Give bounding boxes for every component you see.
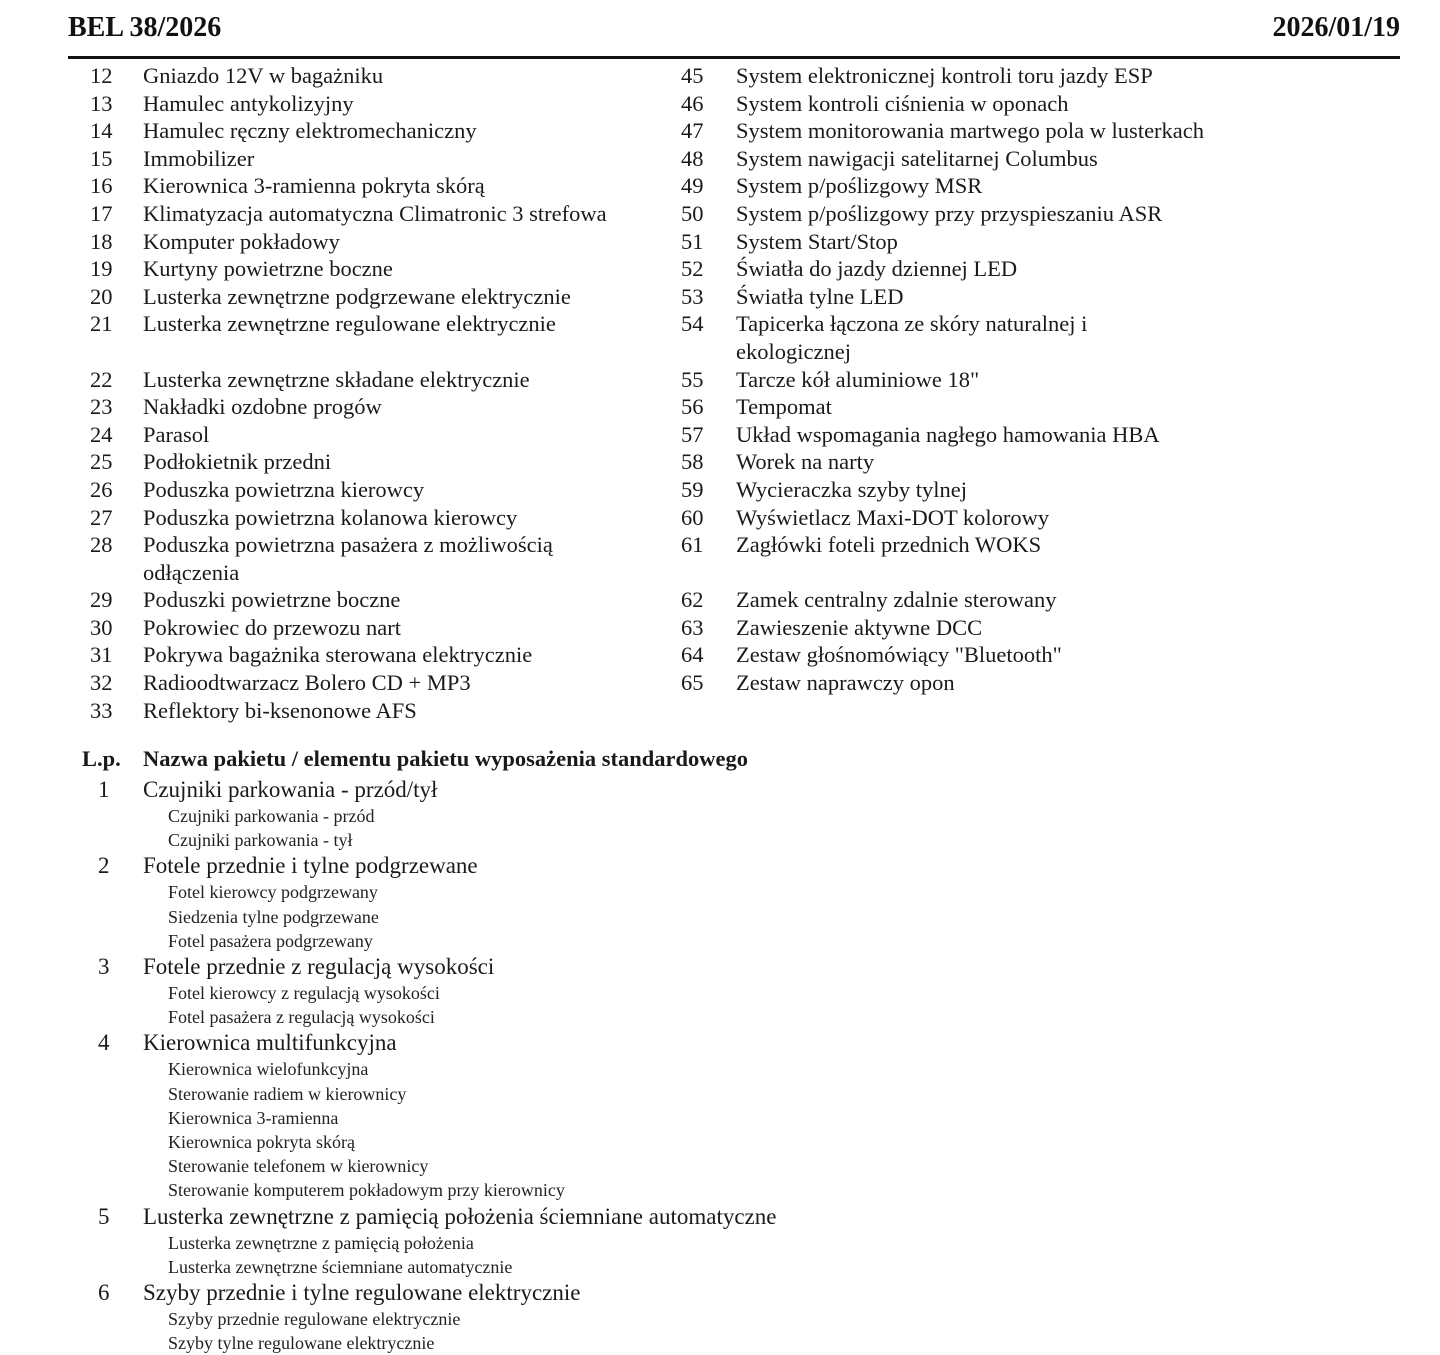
item-number: 56 (681, 394, 704, 420)
package-subitem: Sterowanie radiem w kierownicy (168, 1083, 407, 1104)
item-number: 25 (90, 449, 113, 475)
item-label: Kurtyny powietrzne boczne (143, 256, 393, 282)
item-label (736, 559, 1375, 587)
equipment-item (675, 586, 1375, 614)
item-number: 14 (90, 118, 113, 144)
item-number (82, 338, 143, 366)
equipment-item (82, 393, 662, 421)
equipment-item (82, 669, 662, 697)
item-number (675, 338, 736, 366)
package-section-header (82, 745, 748, 773)
item-label: Parasol (143, 421, 210, 447)
item-number: 13 (90, 90, 113, 116)
item-label: Podłokietnik przedni (143, 449, 332, 475)
equipment-item (82, 366, 662, 394)
item-number: 23 (90, 394, 113, 420)
package-subitem: Sterowanie telefonem w kierownicy (168, 1156, 429, 1177)
item-number: 29 (90, 587, 113, 613)
equipment-list-right (675, 62, 1375, 697)
item-label: Kierownica 3-ramienna pokryta skórą (143, 173, 485, 199)
item-label: odłączenia (143, 559, 240, 585)
equipment-item (675, 200, 1375, 228)
item-number: 26 (90, 476, 113, 502)
item-number: 20 (90, 283, 113, 309)
package-number: 5 (98, 1203, 110, 1229)
item-label: Światła tylne LED (736, 283, 904, 309)
equipment-item (82, 172, 662, 200)
equipment-item (675, 393, 1375, 421)
item-number: 17 (90, 200, 113, 226)
item-number: 53 (681, 283, 704, 309)
item-number: 21 (90, 311, 113, 337)
item-label: Radioodtwarzacz Bolero CD + MP3 (143, 670, 471, 696)
package-subitem: Fotel pasażera z regulacją wysokości (168, 1007, 435, 1028)
item-number: 58 (681, 449, 704, 475)
item-label: System kontroli ciśnienia w oponach (736, 90, 1069, 116)
equipment-item (82, 697, 662, 725)
equipment-item (82, 614, 662, 642)
equipment-item (82, 641, 662, 669)
item-label: Klimatyzacja automatyczna Climatronic 3 strefowa (143, 200, 607, 226)
item-label: Poduszka powietrzna pasażera z możliwością (143, 532, 553, 558)
package-label: Lusterka zewnętrzne z pamięcią położenia ściemniane automatyczne (143, 1203, 777, 1229)
package-item (82, 1203, 982, 1231)
item-label: System nawigacji satelitarnej Columbus (736, 145, 1098, 171)
item-number: 27 (90, 504, 113, 530)
package-number: 4 (98, 1030, 110, 1056)
lp-header: L.p. (82, 746, 121, 771)
equipment-item (82, 559, 662, 587)
item-number: 18 (90, 228, 113, 254)
item-label: Zawieszenie aktywne DCC (736, 614, 983, 640)
item-label: System p/poślizgowy MSR (736, 173, 983, 199)
item-label: Hamulec ręczny elektromechaniczny (143, 118, 477, 144)
package-item (82, 1029, 982, 1057)
equipment-item (675, 421, 1375, 449)
package-label: Kierownica multifunkcyjna (143, 1030, 397, 1056)
equipment-item (82, 62, 662, 90)
item-label: Zestaw głośnomówiący "Bluetooth" (736, 642, 1062, 668)
item-label: Tapicerka łączona ze skóry naturalnej i (736, 311, 1088, 337)
item-label: Komputer pokładowy (143, 228, 340, 254)
equipment-item (675, 172, 1375, 200)
item-number: 46 (681, 90, 704, 116)
equipment-item (675, 228, 1375, 256)
item-number: 62 (681, 587, 704, 613)
equipment-item (675, 145, 1375, 173)
equipment-item (82, 476, 662, 504)
equipment-item (675, 366, 1375, 394)
package-subitem: Lusterka zewnętrzne ściemniane automatycznie (168, 1256, 513, 1277)
item-number (675, 559, 736, 587)
item-label: Tempomat (736, 394, 832, 420)
item-label: Hamulec antykolizyjny (143, 90, 354, 116)
item-number: 28 (90, 532, 113, 558)
item-label: Wycieraczka szyby tylnej (736, 476, 968, 502)
equipment-item (675, 531, 1375, 559)
item-label: Immobilizer (143, 145, 255, 171)
item-number: 64 (681, 642, 704, 668)
equipment-item (675, 504, 1375, 532)
equipment-item (82, 228, 662, 256)
item-number: 59 (681, 476, 704, 502)
package-subitem: Szyby przednie regulowane elektrycznie (168, 1309, 461, 1330)
item-label: Pokrowiec do przewozu nart (143, 614, 402, 640)
package-subitem: Kierownica pokryta skórą (168, 1132, 355, 1153)
package-subitem: Szyby tylne regulowane elektrycznie (168, 1333, 435, 1354)
item-label: Tarcze kół aluminiowe 18" (736, 366, 980, 392)
equipment-item (82, 338, 662, 366)
item-label: Układ wspomagania nagłego hamowania HBA (736, 421, 1160, 447)
item-label: Zestaw naprawczy opon (736, 670, 955, 696)
package-number: 1 (98, 777, 110, 802)
equipment-item (675, 669, 1375, 697)
equipment-item (82, 283, 662, 311)
package-label: Szyby przednie i tylne regulowane elektrycznie (143, 1280, 581, 1306)
equipment-item (82, 504, 662, 532)
item-label: Wyświetlacz Maxi-DOT kolorowy (736, 504, 1050, 530)
item-label: Zamek centralny zdalnie sterowany (736, 587, 1057, 613)
item-number: 12 (90, 63, 113, 88)
package-item (82, 852, 982, 880)
item-number: 49 (681, 173, 704, 199)
item-number: 15 (90, 145, 113, 171)
item-number: 57 (681, 421, 704, 447)
item-label: System elektronicznej kontroli toru jazdy ESP (736, 63, 1153, 88)
equipment-item (82, 117, 662, 145)
equipment-item (82, 310, 662, 338)
item-number: 50 (681, 200, 704, 226)
equipment-item (82, 255, 662, 283)
package-number: 6 (98, 1280, 110, 1306)
item-number (82, 559, 143, 587)
item-label: Poduszka powietrzna kolanowa kierowcy (143, 504, 518, 530)
item-number: 24 (90, 421, 113, 447)
item-number: 63 (681, 614, 704, 640)
package-title-header: Nazwa pakietu / elementu pakietu wyposażenia standardowego (143, 746, 749, 771)
equipment-item (82, 145, 662, 173)
item-number: 48 (681, 145, 704, 171)
package-number: 2 (98, 853, 110, 879)
item-number: 54 (681, 311, 704, 337)
equipment-item (82, 200, 662, 228)
item-label: Lusterka zewnętrzne składane elektrycznie (143, 366, 530, 392)
item-label: System monitorowania martwego pola w lusterkach (736, 118, 1205, 144)
equipment-item (82, 531, 662, 559)
item-number: 47 (681, 118, 704, 144)
item-number: 16 (90, 173, 113, 199)
package-number: 3 (98, 954, 110, 980)
item-label: Światła do jazdy dziennej LED (736, 256, 1018, 282)
equipment-item (675, 310, 1375, 338)
item-number: 61 (681, 532, 704, 558)
package-label: Fotele przednie z regulacją wysokości (143, 954, 495, 980)
item-label: Lusterka zewnętrzne podgrzewane elektrycznie (143, 283, 571, 309)
item-label: System p/poślizgowy przy przyspieszaniu ASR (736, 200, 1163, 226)
item-label: Worek na narty (736, 449, 875, 475)
document-id: BEL 38/2026 (68, 12, 222, 43)
package-subitem: Fotel kierowcy podgrzewany (168, 882, 378, 903)
item-label: Poduszka powietrzna kierowcy (143, 476, 425, 502)
package-item (82, 776, 982, 804)
item-number: 31 (90, 642, 113, 668)
package-subitem: Fotel kierowcy z regulacją wysokości (168, 983, 440, 1004)
equipment-item (675, 559, 1375, 587)
document-header (68, 10, 1400, 59)
item-label (143, 338, 662, 366)
item-label: ekologicznej (736, 338, 851, 364)
equipment-item (675, 338, 1375, 366)
item-number: 45 (681, 63, 704, 88)
equipment-item (675, 641, 1375, 669)
item-label: Poduszki powietrzne boczne (143, 587, 401, 613)
document-date: 2026/01/19 (1272, 12, 1400, 43)
package-subitem: Siedzenia tylne podgrzewane (168, 906, 379, 927)
item-number: 33 (90, 697, 113, 723)
package-subitem: Czujniki parkowania - tył (168, 830, 353, 851)
package-list (82, 776, 982, 1355)
package-subitem: Czujniki parkowania - przód (168, 806, 375, 826)
package-item (82, 1279, 982, 1307)
package-subitem: Sterowanie komputerem pokładowym przy kierownicy (168, 1180, 565, 1201)
equipment-item (675, 448, 1375, 476)
equipment-item (675, 614, 1375, 642)
item-number: 22 (90, 366, 113, 392)
package-subitem: Fotel pasażera podgrzewany (168, 930, 373, 951)
item-number: 55 (681, 366, 704, 392)
package-item (82, 953, 982, 981)
package-label: Czujniki parkowania - przód/tył (143, 777, 438, 802)
item-number: 60 (681, 504, 704, 530)
equipment-item (675, 62, 1375, 90)
item-label: System Start/Stop (736, 228, 898, 254)
equipment-item (82, 586, 662, 614)
item-number: 52 (681, 256, 704, 282)
item-number: 32 (90, 670, 113, 696)
package-subitem: Kierownica wielofunkcyjna (168, 1059, 369, 1080)
equipment-item (82, 421, 662, 449)
equipment-item (675, 90, 1375, 118)
item-label: Nakładki ozdobne progów (143, 394, 382, 420)
equipment-item (675, 117, 1375, 145)
item-number: 51 (681, 228, 704, 254)
equipment-item (675, 283, 1375, 311)
item-label: Reflektory bi-ksenonowe AFS (143, 697, 417, 723)
equipment-item (675, 255, 1375, 283)
item-label: Lusterka zewnętrzne regulowane elektrycznie (143, 311, 556, 337)
item-number: 65 (681, 670, 704, 696)
item-label: Pokrywa bagażnika sterowana elektrycznie (143, 642, 533, 668)
package-label: Fotele przednie i tylne podgrzewane (143, 853, 478, 879)
item-number: 30 (90, 614, 113, 640)
item-number: 19 (90, 256, 113, 282)
package-subitem: Lusterka zewnętrzne z pamięcią położenia (168, 1232, 474, 1253)
equipment-item (82, 448, 662, 476)
equipment-item (675, 476, 1375, 504)
equipment-list-left (82, 62, 662, 724)
equipment-item (82, 90, 662, 118)
package-subitem: Kierownica 3-ramienna (168, 1107, 339, 1128)
item-label: Gniazdo 12V w bagażniku (143, 63, 384, 88)
item-label: Zagłówki foteli przednich WOKS (736, 532, 1042, 558)
